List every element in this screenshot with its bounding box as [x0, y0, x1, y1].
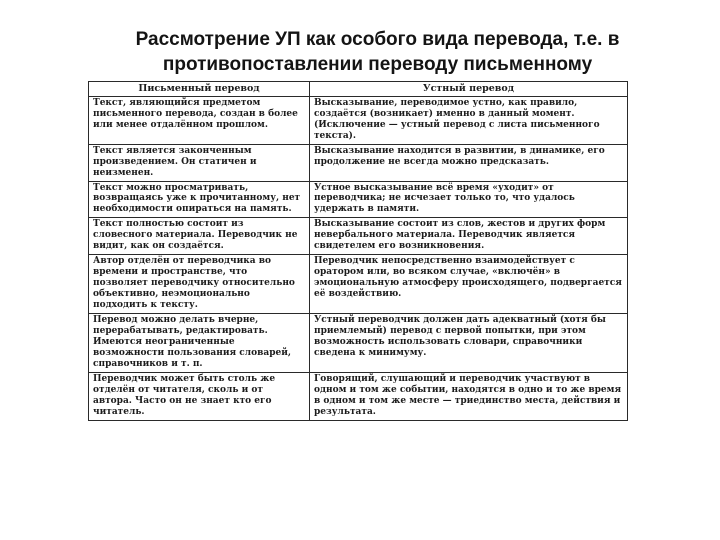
cell-written: Текст можно просматривать, возвращаясь уже к прочитанному, нет необходимости опираться на память. — [89, 181, 310, 218]
cell-oral: Устное высказывание всё время «уходит» от переводчика; не исчезает только то, что удалось удержать в памяти. — [309, 181, 627, 218]
table-header-row — [89, 82, 628, 97]
cell-oral: Переводчик непосредственно взаимодействует с оратором или, во всяком случае, «включён» в эмоциональную атмосферу происходящего, подвергается её воздействию. — [309, 255, 627, 314]
table-row — [89, 144, 628, 181]
table-row — [89, 181, 628, 218]
comparison-table — [88, 81, 628, 421]
cell-written: Перевод можно делать вчерне, перерабатывать, редактировать. Имеются неограниченные возможности пользования словарей, справочников и т. п. — [89, 314, 310, 373]
cell-oral: Высказывание находится в развитии, в динамике, его продолжение не всегда можно предсказать. — [309, 144, 627, 181]
cell-oral: Устный переводчик должен дать адекватный (хотя бы приемлемый) перевод с первой попытки, при этом возможность использовать словари, справочники сведена к минимуму. — [309, 314, 627, 373]
cell-written: Текст, являющийся предметом письменного перевода, создан в более или менее отдалённом прошлом. — [89, 96, 310, 144]
table-row — [89, 373, 628, 421]
cell-written: Автор отделён от переводчика во времени и пространстве, что позволяет переводчику относительно объективно, неэмоционально подходить к тексту. — [89, 255, 310, 314]
cell-oral: Высказывание состоит из слов, жестов и других форм невербального материала. Переводчик является свидетелем его возникновения. — [309, 218, 627, 255]
table-row — [89, 96, 628, 144]
table-row — [89, 218, 628, 255]
table-row — [89, 255, 628, 314]
cell-written: Текст полностью состоит из словесного материала. Переводчик не видит, как он создаётся. — [89, 218, 310, 255]
cell-written: Текст является законченным произведением. Он статичен и неизменен. — [89, 144, 310, 181]
column-header-oral-translation: Устный перевод — [309, 82, 627, 97]
column-header-written-translation: Письменный перевод — [89, 82, 310, 97]
slide-title: Рассмотрение УП как особого вида перевода, т.е. в противопоставлении переводу письменному — [135, 29, 620, 76]
cell-oral: Высказывание, переводимое устно, как правило, создаётся (возникает) именно в данный момент. (Исключение — устный перевод с листа письменного текста). — [309, 96, 627, 144]
cell-written: Переводчик может быть столь же отделён от читателя, сколь и от автора. Часто он не знает кто его читатель. — [89, 373, 310, 421]
table-row — [89, 314, 628, 373]
cell-oral: Говорящий, слушающий и переводчик участвуют в одном и том же событии, находятся в одно и то же время в одном и том же месте — триединство места, действия и результата. — [309, 373, 627, 421]
